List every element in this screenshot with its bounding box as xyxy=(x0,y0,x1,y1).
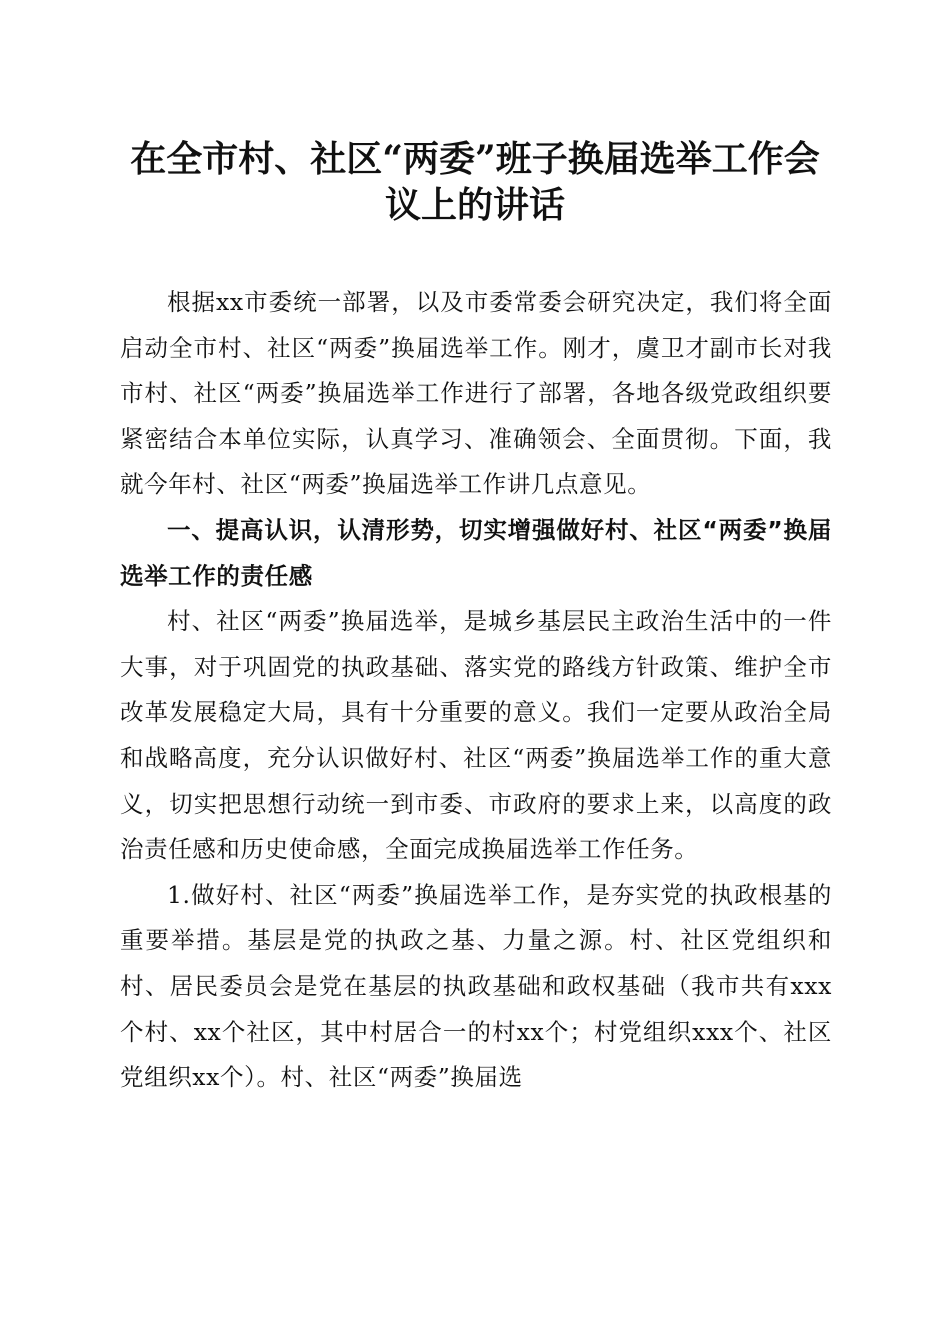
section-1-paragraph: 村、社区“两委”换届选举，是城乡基层民主政治生活中的一件大事，对于巩固党的执政基础、落实党的路线方针政策、维护全市改革发展稳定大局，具有十分重要的意义。我们一定要从政治全局和战略高度，充分认识做好村、社区“两委”换届选举工作的重大意义，切实把思想行动统一到市委、市政府的要求上来，以高度的政治责任感和历史使命感，全面完成换届选举工作任务。 xyxy=(120,607,832,864)
title-line-1: 在全市村、社区“两委”班子换届选举工作会 xyxy=(130,138,820,180)
document-title xyxy=(100,136,850,228)
intro-paragraph: 根据xx市委统一部署，以及市委常委会研究决定，我们将全面启动全市村、社区“两委”换届选举工作。刚才，虞卫才副市长对我市村、社区“两委”换届选举工作进行了部署，各地各级党政组织要紧密结合本单位实际，认真学习、准确领会、全面贯彻。下面，我就今年村、社区“两委”换届选举工作讲几点意见。 xyxy=(120,288,832,499)
point-1-paragraph: 1.做好村、社区“两委”换届选举工作，是夯实党的执政根基的重要举措。基层是党的执政之基、力量之源。村、社区党组织和村、居民委员会是党在基层的执政基础和政权基础（我市共有xxx个村、xx个社区，其中村居合一的村xx个；村党组织xxx个、社区党组织xx个）。村、社区“两委”换届选 xyxy=(120,880,832,1092)
title-line-2: 议上的讲话 xyxy=(384,184,565,226)
document-body xyxy=(120,280,832,1101)
section-heading-1: 一、提高认识，认清形势，切实增强做好村、社区“两委”换届选举工作的责任感 xyxy=(120,515,832,590)
